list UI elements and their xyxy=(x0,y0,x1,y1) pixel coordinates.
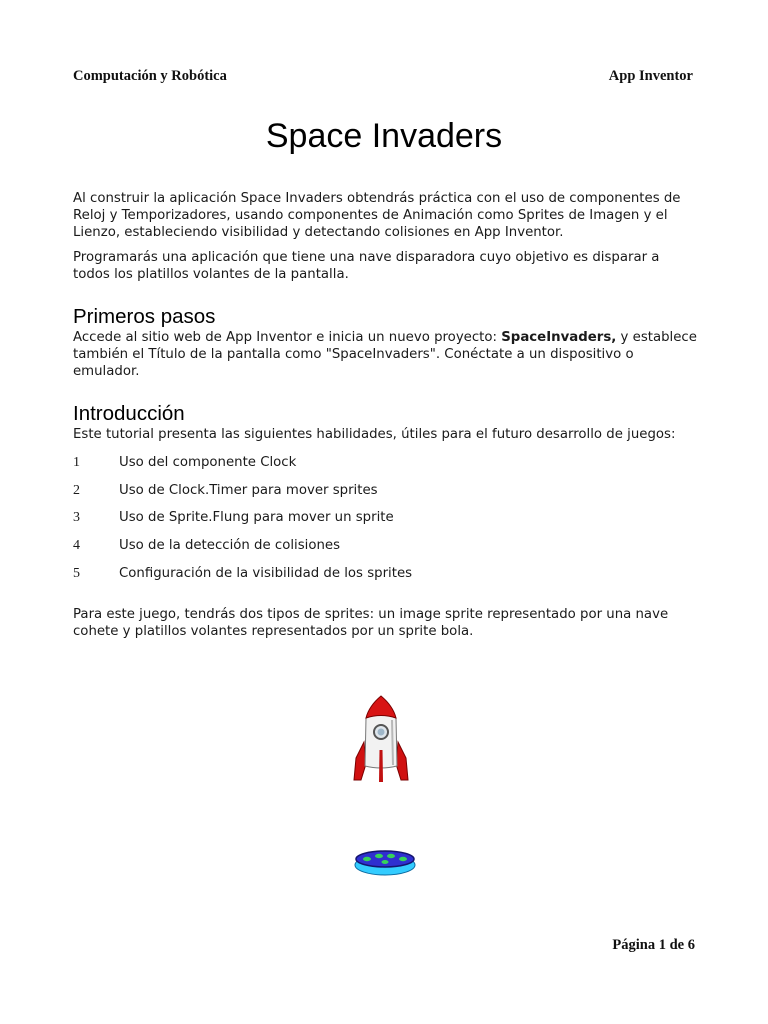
introduccion-lead: Este tutorial presenta las siguientes habilidades, útiles para el futuro desarrollo de juegos: xyxy=(73,427,676,442)
list-item-number: 4 xyxy=(73,538,80,554)
primeros-pasos-heading: Primeros pasos xyxy=(73,305,216,328)
list-item-number: 2 xyxy=(73,482,80,498)
primeros-text-after: y establece también el Título de la pantalla como "SpaceInvaders". Conéctate a un dispositivo o emulador. xyxy=(73,330,697,379)
list-item xyxy=(73,537,698,554)
intro-paragraph-2: Programarás una aplicación que tiene una nave disparadora cuyo objetivo es disparar a todos los platillos volantes de la pantalla. xyxy=(73,250,660,282)
page-number: Página 1 de 6 xyxy=(612,937,695,953)
list-item-number: 3 xyxy=(73,510,80,526)
primeros-pasos-paragraph xyxy=(73,329,698,380)
list-item-text: Uso de la detección de colisiones xyxy=(119,538,341,554)
list-item xyxy=(73,482,698,499)
list-item-number: 1 xyxy=(73,455,80,470)
list-item-text: Uso del componente Clock xyxy=(119,455,297,470)
list-item-text: Uso de Clock.Timer para mover sprites xyxy=(119,482,378,498)
skills-list xyxy=(73,454,698,582)
list-item-text: Configuración de la visibilidad de los sprites xyxy=(119,565,413,581)
sprites-paragraph: Para este juego, tendrás dos tipos de sprites: un image sprite representado por una nave cohete y platillos volantes representados por un sprite bola. xyxy=(73,606,669,639)
list-item xyxy=(73,565,698,582)
primeros-text-before: Accede al sitio web de App Inventor e inicia un nuevo proyecto: xyxy=(73,330,502,345)
list-item xyxy=(73,509,698,526)
project-name: SpaceInvaders, xyxy=(501,330,617,345)
header-topic: App Inventor xyxy=(608,68,693,84)
introduccion-heading: Introducción xyxy=(73,402,185,425)
list-item xyxy=(73,454,698,471)
rocket-icon xyxy=(352,694,410,784)
document-body xyxy=(73,190,698,648)
header-course: Computación y Robótica xyxy=(73,68,227,84)
document-title: Space Invaders xyxy=(265,117,503,155)
list-item-number: 5 xyxy=(73,565,80,581)
intro-paragraph-1: Al construir la aplicación Space Invaders obtendrás práctica con el uso de componentes de Reloj y Temporizadores, usando componentes de Animación como Sprites de Imagen y el Lienzo, estableciendo visibilidad y detectando colisiones en App Inventor. xyxy=(73,191,681,240)
list-item-text: Uso de Sprite.Flung para mover un sprite xyxy=(119,510,394,526)
flying-saucer-icon xyxy=(353,846,417,878)
